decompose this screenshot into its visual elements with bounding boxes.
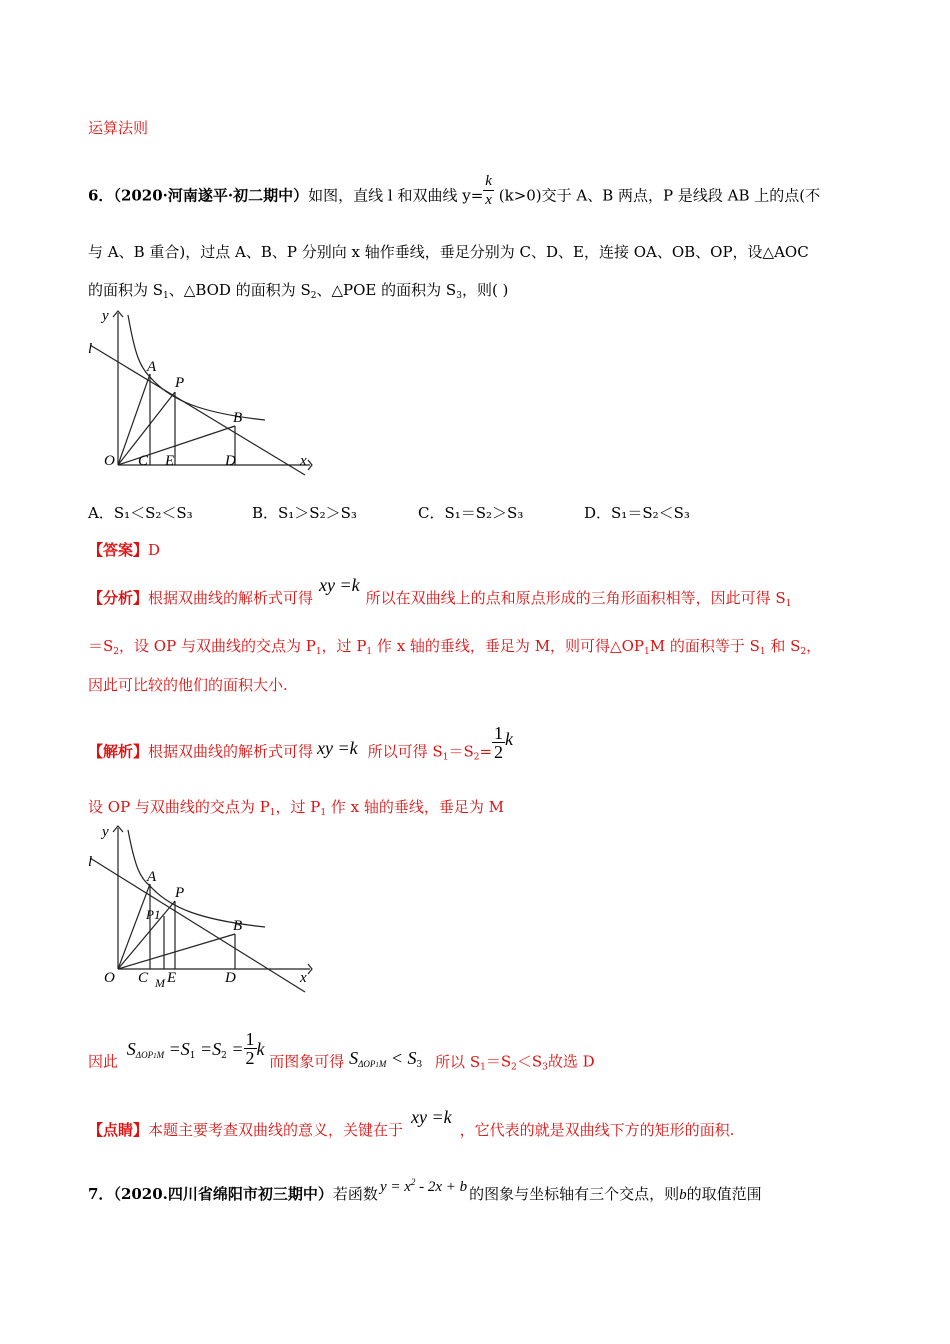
question-number: 6．	[88, 186, 114, 205]
label-P1: P1	[146, 907, 161, 922]
answer-value: D	[148, 541, 161, 559]
question-source: （2020.四川省绵阳市初三期中）	[113, 1185, 333, 1203]
formula-xy-k: xy =k	[319, 575, 360, 595]
question-source: （2020·河南遂平·初二期中）	[113, 186, 309, 205]
question-stem-cont: (k>0)交于 A、B 两点，P 是线段 AB 上的点(不	[498, 186, 821, 205]
answer-tag: 【答案】	[88, 541, 149, 559]
segment-OA	[118, 884, 150, 969]
label-D: D	[225, 453, 236, 469]
label-A: A	[147, 869, 157, 885]
question-stem: 如图，直线 l 和双曲线 y=	[308, 186, 484, 205]
label-B: B	[233, 918, 243, 934]
option-a[interactable]: A．S₁＜S₂＜S₃	[88, 504, 193, 522]
solution-line-2: 设 OP 与双曲线的交点为 $P_1$，过 $P_1$ 作 x 轴的垂线，垂足为 M	[88, 798, 505, 818]
analysis-line-3: 因此可比较的他们的面积大小.	[88, 676, 288, 694]
answer-line	[88, 540, 160, 560]
label-D: D	[225, 970, 236, 986]
label-x: x	[300, 970, 307, 986]
label-P: P	[175, 375, 185, 391]
line-l	[90, 345, 305, 475]
label-C: C	[138, 970, 149, 986]
label-x: x	[300, 453, 307, 469]
formula-quadratic: $y = x^2 - 2x + b$	[379, 1177, 468, 1195]
label-P: P	[175, 885, 185, 901]
comment-line: 【点睛】本题主要考查双曲线的意义，关键在于xy =k，它代表的就是双曲线下方的矩形的面积.	[88, 1107, 735, 1139]
line-l	[90, 858, 305, 992]
formula-inequality: $S_{\Delta OP1M} < S_3$	[349, 1047, 423, 1070]
formula-xy-k-3: xy =k	[411, 1107, 452, 1127]
solution-tag: 【解析】	[88, 742, 149, 761]
label-O: O	[104, 970, 115, 986]
fraction-k-over-x: $\frac{k}{x}$	[485, 173, 492, 208]
fraction-one-half: $\frac{1}{2}$	[494, 723, 504, 762]
formula-area-equality: $S_{\Delta OP1M} =S_1 =S_2$ = $\frac{1}{2}$ k	[126, 1029, 265, 1068]
solution-line-1: 【解析】根据双曲线的解析式可得 xy =k 所以可得 $S_1=S_2=$ $\frac{1}{2}$ k	[88, 723, 514, 763]
label-O: O	[104, 453, 115, 469]
label-C: C	[138, 453, 149, 469]
label-A: A	[147, 359, 157, 375]
option-b[interactable]: B．S₁＞S₂＞S₃	[252, 504, 357, 522]
question-6-line-1	[88, 173, 821, 215]
label-E: E	[167, 970, 177, 986]
analysis-line-1: 【分析】根据双曲线的解析式可得xy =k所以在双曲线上的点和原点形成的三角形面积相等，因此可得 $S_1$	[88, 575, 792, 609]
label-B: B	[233, 410, 243, 426]
label-y: y	[102, 824, 109, 840]
label-E: E	[165, 453, 175, 469]
formula-xy-k-2: xy =k	[317, 737, 358, 758]
analysis-line-2: $=S_2$，设 OP 与双曲线的交点为 $P_1$，过 $P_1$ 作 x 轴的垂线，垂足为 M，则可得$\triangle OP_1M$ 的面积等于 $S_1$ 和 $S_2$，	[88, 637, 822, 657]
label-l: l	[88, 854, 93, 870]
question-6-line-3: 的面积为 $S_1$、△BOD 的面积为 $S_2$、△POE 的面积为 $S_3$，则( )	[88, 281, 509, 301]
figure-hyperbola-1	[80, 305, 320, 480]
analysis-tag: 【分析】	[88, 589, 149, 607]
question-6-line-2: 与 A、B 重合)，过点 A、B、P 分别向 x 轴作垂线，垂足分别为 C、D、E，连接 OA、OB、OP，设△AOC	[88, 243, 809, 261]
conclusion-line: 因此 $S_{\Delta OP1M} =S_1 =S_2$ = $\frac{1}{2}$ k 而图象可得 $S_{\Delta OP1M} < S_3$ 所以 $S_1=S_2<S_3$故选 D	[88, 1029, 595, 1073]
segment-OA	[118, 374, 150, 465]
segment-OB	[118, 426, 235, 465]
segment-OB	[118, 934, 235, 969]
figure-hyperbola-2	[80, 822, 320, 997]
option-d[interactable]: D．S₁＝S₂＜S₃	[584, 504, 690, 522]
label-M: M	[155, 976, 165, 990]
label-l: l	[88, 341, 93, 357]
option-c[interactable]: C．S₁＝S₂＞S₃	[418, 504, 524, 522]
question-number: 7．	[88, 1185, 114, 1203]
section-heading: 运算法则	[88, 119, 149, 137]
comment-tag: 【点睛】	[88, 1121, 149, 1139]
question-7-line-1: 7．（2020.四川省绵阳市初三期中）若函数 $y = x^2 - 2x + b$ 的图象与坐标轴有三个交点，则b的取值范围	[88, 1177, 762, 1203]
label-y: y	[102, 308, 109, 324]
